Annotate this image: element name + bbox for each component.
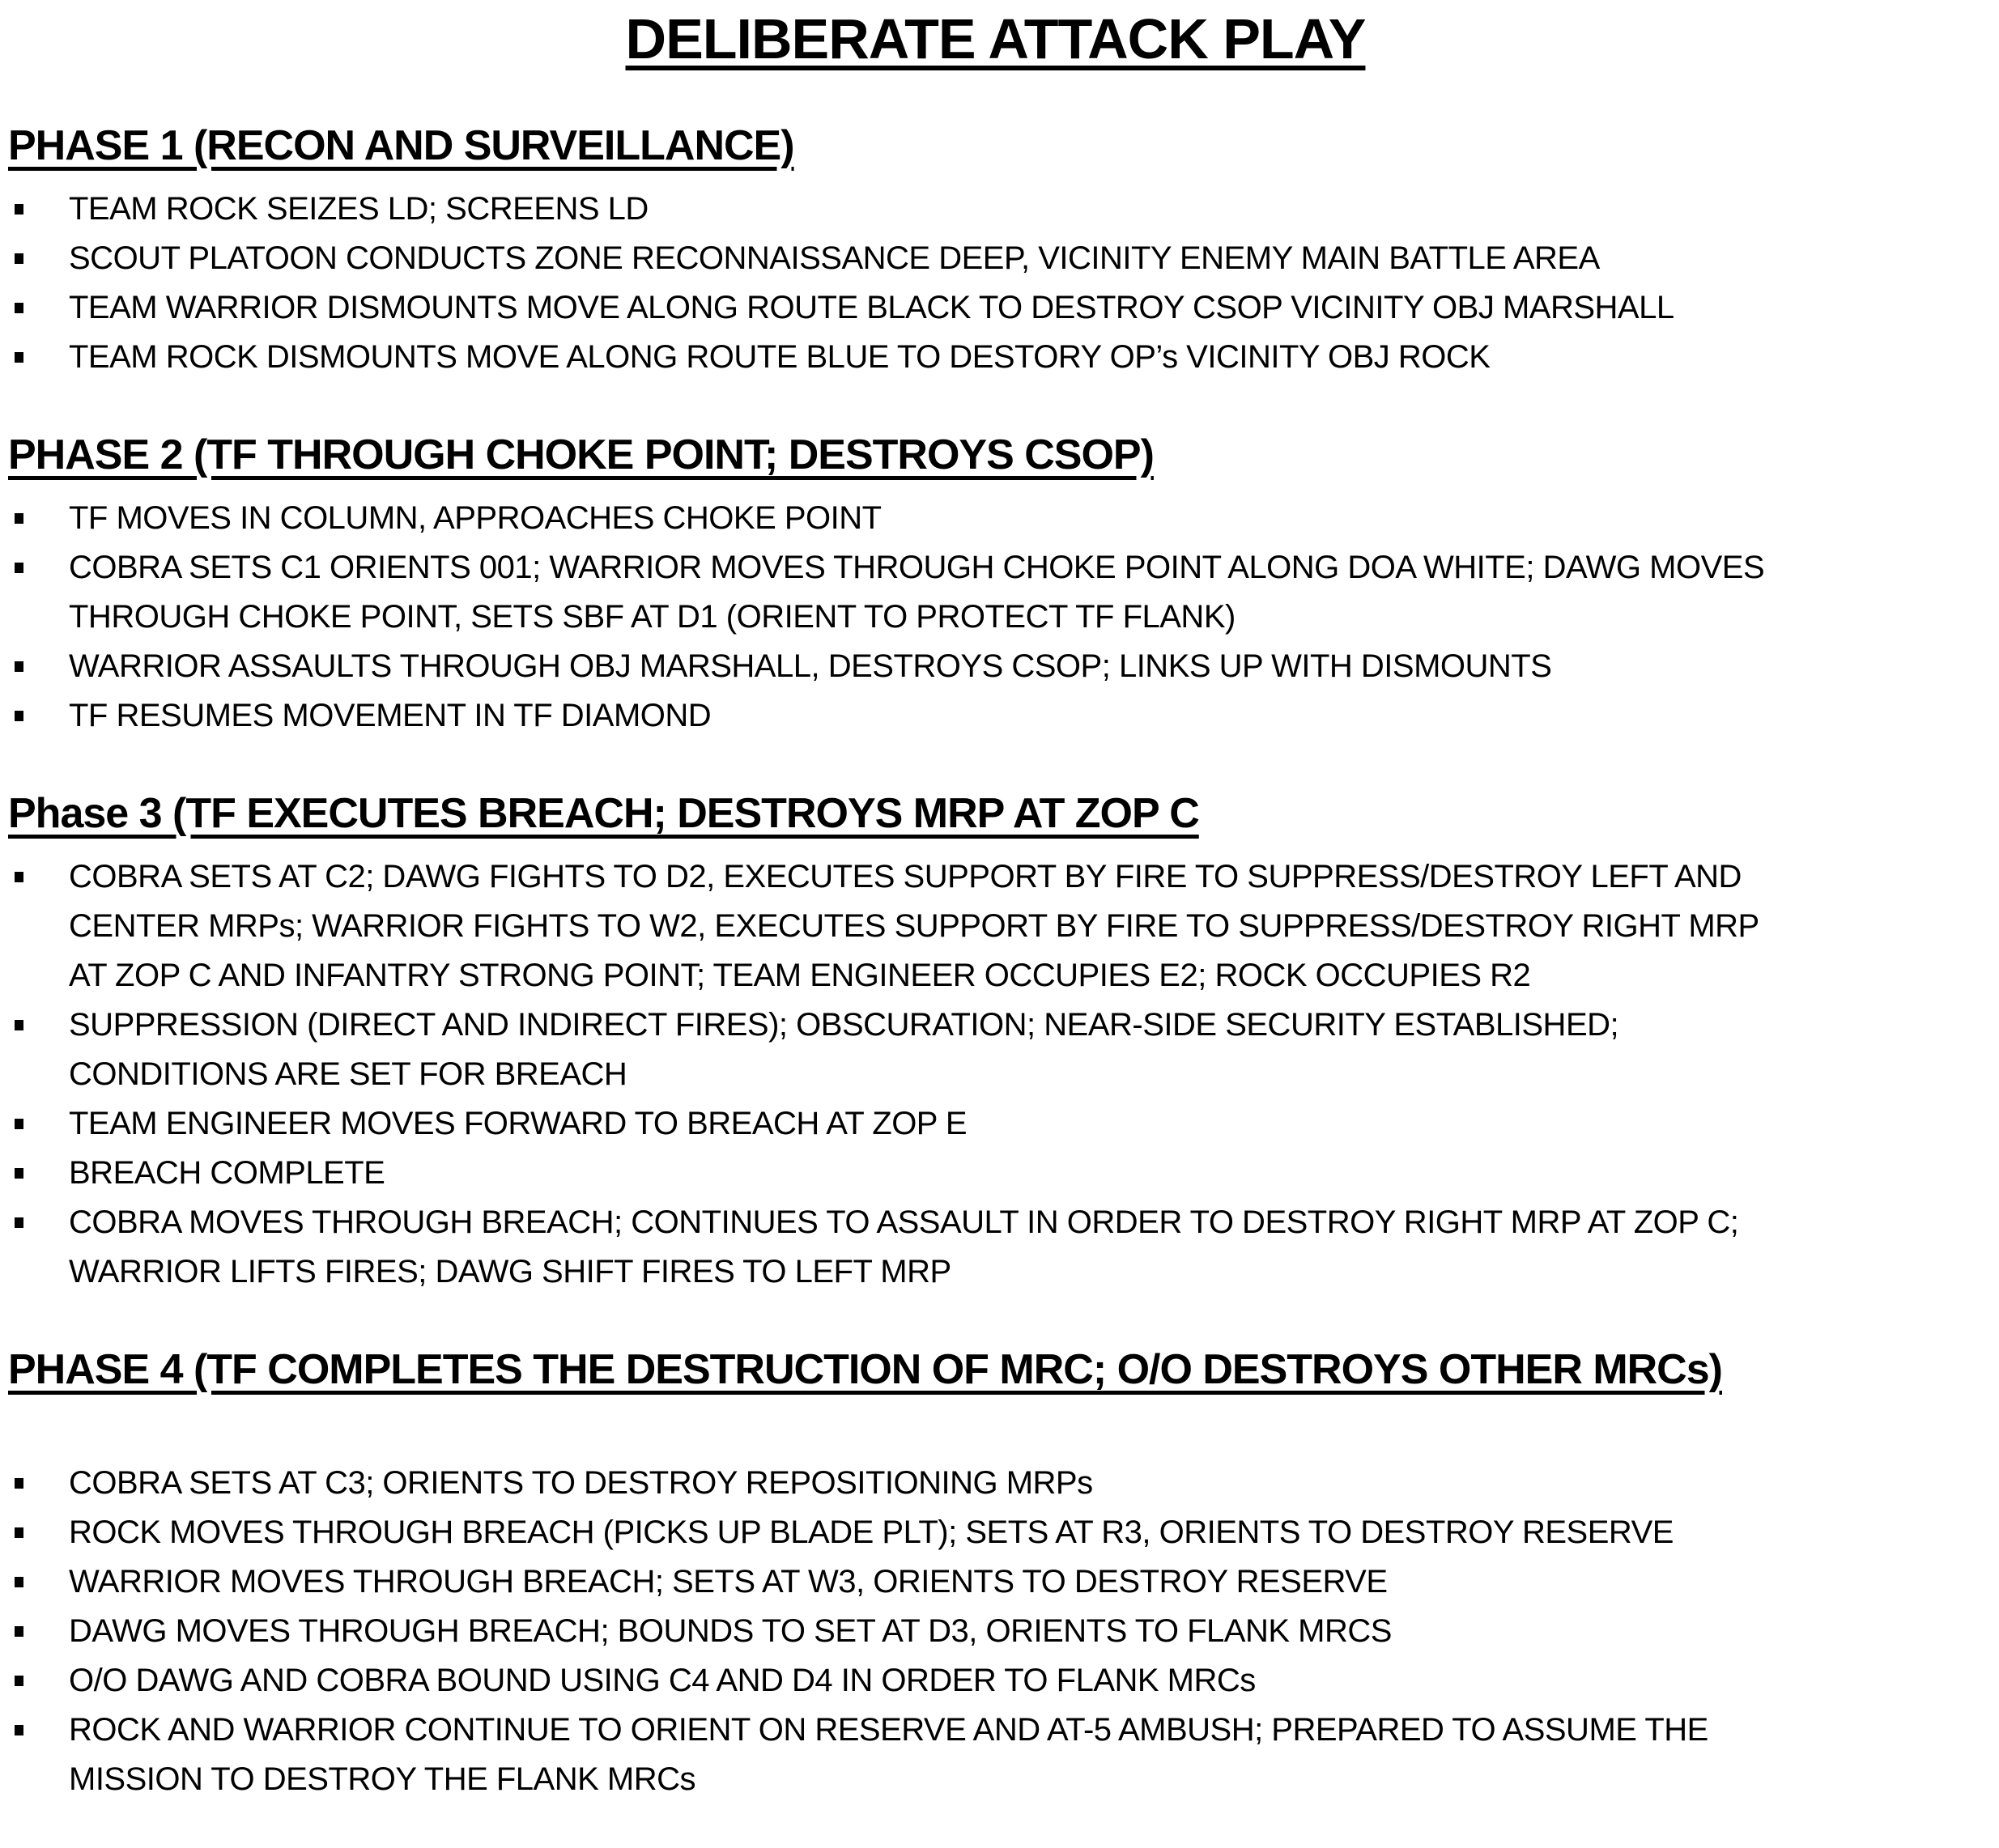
square-bullet-icon (15, 1527, 23, 1538)
bullet-item (8, 1459, 1983, 1508)
square-bullet-icon (15, 661, 23, 672)
bullet-list (8, 494, 1983, 741)
bullet-item (8, 1607, 1983, 1656)
phase-section (8, 1344, 1983, 1804)
bullet-text: TEAM WARRIOR DISMOUNTS MOVE ALONG ROUTE BLACK TO DESTROY CSOP VICINITY OBJ MARSHALL (69, 290, 1674, 325)
square-bullet-icon (15, 513, 23, 524)
bullet-list (8, 1459, 1983, 1804)
bullet-text: COBRA SETS AT C2; DAWG FIGHTS TO D2, EXECUTES SUPPORT BY FIRE TO SUPPRESS/DESTROY LEFT AND CENTER MRPs; WARRIOR FIGHTS TO W2, EXECUTES SUPPORT BY FIRE TO SUPPRESS/DESTROY RIGHT MRP AT ZOP C AND INFANTRY STRONG POINT; TEAM ENGINEER OCCUPIES E2; ROCK OCCUPIES R2 (69, 859, 1759, 993)
bullet-item (8, 1198, 1983, 1297)
phase-heading: PHASE 2 (TF THROUGH CHOKE POINT; DESTROYS CSOP) (8, 431, 1154, 478)
bullet-text: ROCK AND WARRIOR CONTINUE TO ORIENT ON RESERVE AND AT-5 AMBUSH; PREPARED TO ASSUME THE MISSION TO DESTROY THE FLANK MRCs (69, 1712, 1708, 1797)
phase-heading: PHASE 1 (RECON AND SURVEILLANCE) (8, 122, 794, 169)
bullet-item (8, 1557, 1983, 1607)
phase-heading: Phase 3 (TF EXECUTES BREACH; DESTROYS MRP AT ZOP C (8, 790, 1199, 837)
square-bullet-icon (15, 563, 23, 573)
square-bullet-icon (15, 711, 23, 721)
bullet-item (8, 1656, 1983, 1706)
bullet-list (8, 185, 1983, 382)
square-bullet-icon (15, 1676, 23, 1686)
bullet-item (8, 1099, 1983, 1149)
bullet-item (8, 333, 1983, 382)
bullet-item (8, 1706, 1983, 1804)
square-bullet-icon (15, 352, 23, 363)
bullet-text: DAWG MOVES THROUGH BREACH; BOUNDS TO SET AT D3, ORIENTS TO FLANK MRCS (69, 1613, 1392, 1649)
square-bullet-icon (15, 1725, 23, 1735)
square-bullet-icon (15, 1217, 23, 1228)
square-bullet-icon (15, 1626, 23, 1637)
bullet-text: COBRA SETS C1 ORIENTS 001; WARRIOR MOVES THROUGH CHOKE POINT ALONG DOA WHITE; DAWG MOVES THROUGH CHOKE POINT, SETS SBF AT D1 (ORIENT TO PROTECT TF FLANK) (69, 550, 1765, 635)
bullet-item (8, 185, 1983, 234)
bullet-text: SUPPRESSION (DIRECT AND INDIRECT FIRES); OBSCURATION; NEAR-SIDE SECURITY ESTABLISHED; CONDITIONS ARE SET FOR BREACH (69, 1007, 1619, 1092)
sections-container (8, 120, 1983, 1804)
bullet-text: WARRIOR MOVES THROUGH BREACH; SETS AT W3, ORIENTS TO DESTROY RESERVE (69, 1564, 1388, 1599)
square-bullet-icon (15, 204, 23, 215)
bullet-item (8, 543, 1983, 642)
bullet-list (8, 852, 1983, 1297)
bullet-text: TF MOVES IN COLUMN, APPROACHES CHOKE POINT (69, 500, 882, 536)
bullet-text: TF RESUMES MOVEMENT IN TF DIAMOND (69, 698, 712, 733)
bullet-item (8, 642, 1983, 691)
square-bullet-icon (15, 1119, 23, 1129)
bullet-text: BREACH COMPLETE (69, 1155, 385, 1191)
phase-section (8, 429, 1983, 741)
bullet-text: COBRA MOVES THROUGH BREACH; CONTINUES TO ASSAULT IN ORDER TO DESTROY RIGHT MRP AT ZOP C; WARRIOR LIFTS FIRES; DAWG SHIFT FIRES TO LEFT MRP (69, 1204, 1739, 1289)
square-bullet-icon (15, 1577, 23, 1587)
bullet-item (8, 1149, 1983, 1198)
bullet-text: TEAM ROCK SEIZES LD; SCREENS LD (69, 191, 649, 227)
phase-heading: PHASE 4 (TF COMPLETES THE DESTRUCTION OF MRC; O/O DESTROYS OTHER MRCs) (8, 1346, 1722, 1393)
square-bullet-icon (15, 303, 23, 313)
bullet-text: O/O DAWG AND COBRA BOUND USING C4 AND D4 IN ORDER TO FLANK MRCs (69, 1663, 1256, 1698)
bullet-item (8, 691, 1983, 741)
phase-section (8, 788, 1983, 1297)
bullet-text: SCOUT PLATOON CONDUCTS ZONE RECONNAISSANCE DEEP, VICINITY ENEMY MAIN BATTLE AREA (69, 240, 1600, 276)
bullet-item (8, 1508, 1983, 1557)
bullet-item (8, 283, 1983, 333)
bullet-text: TEAM ROCK DISMOUNTS MOVE ALONG ROUTE BLUE TO DESTORY OP’s VICINITY OBJ ROCK (69, 339, 1491, 375)
bullet-text: TEAM ENGINEER MOVES FORWARD TO BREACH AT ZOP E (69, 1106, 968, 1141)
bullet-item (8, 852, 1983, 1000)
square-bullet-icon (15, 1168, 23, 1179)
bullet-text: WARRIOR ASSAULTS THROUGH OBJ MARSHALL, DESTROYS CSOP; LINKS UP WITH DISMOUNTS (69, 648, 1552, 684)
square-bullet-icon (15, 1020, 23, 1030)
square-bullet-icon (15, 253, 23, 264)
page-title: DELIBERATE ATTACK PLAY (625, 7, 1366, 70)
bullet-item (8, 234, 1983, 283)
bullet-item (8, 494, 1983, 543)
bullet-item (8, 1000, 1983, 1099)
bullet-text: COBRA SETS AT C3; ORIENTS TO DESTROY REPOSITIONING MRPs (69, 1465, 1093, 1501)
bullet-text: ROCK MOVES THROUGH BREACH (PICKS UP BLADE PLT); SETS AT R3, ORIENTS TO DESTROY RESERVE (69, 1515, 1674, 1550)
phase-section (8, 120, 1983, 382)
square-bullet-icon (15, 872, 23, 882)
square-bullet-icon (15, 1478, 23, 1489)
